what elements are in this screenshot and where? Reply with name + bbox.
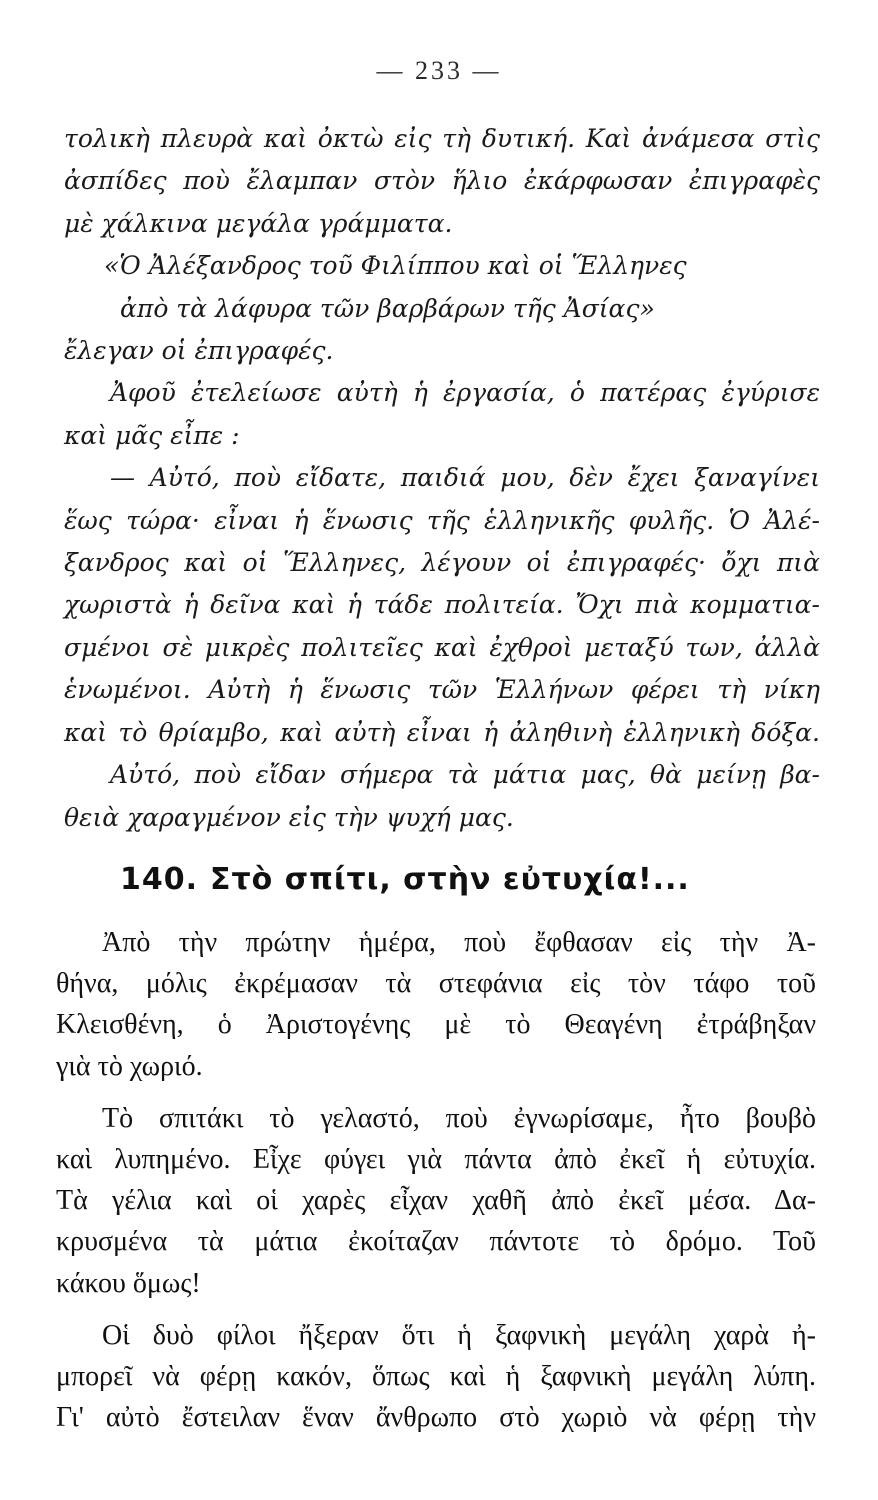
quote-line: ἀπὸ τὰ λάφυρα τῶν βαρβάρων τῆς Ἀσίας» xyxy=(120,293,655,323)
text-line: ἀσπίδες ποὺ ἔλαμπαν στὸν ἥλιο ἐκάρφωσαν ἐπιγραφὲς xyxy=(64,166,820,196)
italic-text-block xyxy=(64,118,820,839)
text-line: Ἀπὸ τὴν πρώτην ἡμέρα, ποὺ ἔφθασαν εἰς τὴν Ἀ- xyxy=(102,927,816,958)
text-line: Οἱ δυὸ φίλοι ἤξεραν ὅτι ἡ ξαφνικὴ μεγάλη χαρὰ ἠ- xyxy=(102,1319,816,1351)
text-line: καὶ λυπημένο. Εἶχε φύγει γιὰ πάντα ἀπὸ ἐκεῖ ἡ εὐτυχία. xyxy=(56,1144,816,1176)
section-number: 140. xyxy=(120,862,199,897)
section-heading xyxy=(120,858,820,902)
text-line: Κλεισθένη, ὁ Ἀριστογένης μὲ τὸ Θεαγένη ἐτράβηξαν xyxy=(56,1009,816,1041)
text-line: Γι' αὐτὸ ἔστειλαν ἕναν ἄνθρωπο στὸ χωριὸ νὰ φέρῃ τὴν xyxy=(56,1402,816,1434)
text-line: Τὰ γέλια καὶ οἱ χαρὲς εἶχαν χαθῆ ἀπὸ ἐκεῖ μέσα. Δα- xyxy=(56,1185,816,1217)
text-line: ἕως τώρα· εἶναι ἡ ἕνωσις τῆς ἑλληνικῆς φυλῆς. Ὁ Ἀλέ- xyxy=(64,505,820,535)
section-title: Στὸ σπίτι, στὴν εὐτυχία!... xyxy=(210,862,690,897)
text-line: ἑνωμένοι. Αὐτὴ ἡ ἕνωσις τῶν Ἑλλήνων φέρει τὴ νίκη xyxy=(64,675,820,705)
text-line: καὶ τὸ θρίαμβο, καὶ αὐτὴ εἶναι ἡ ἀληθινὴ ἑλληνικὴ δόξα. xyxy=(64,717,820,747)
text-line: χωριστὰ ἡ δεῖνα καὶ ἡ τάδε πολιτεία. Ὄχι πιὰ κομματια- xyxy=(64,590,820,620)
text-line: Αὐτό, ποὺ εἴδαν σήμερα τὰ μάτια μας, θὰ μείνῃ βα- xyxy=(110,760,820,790)
text-line: μὲ χάλκινα μεγάλα γράμματα. xyxy=(64,208,453,238)
text-line: κρυσμένα τὰ μάτια ἐκοίταζαν πάντοτε τὸ δρόμο. Τοῦ xyxy=(56,1226,816,1258)
text-line: ἔλεγαν οἱ ἐπιγραφές. xyxy=(64,336,334,366)
text-line: ξανδρος καὶ οἱ Ἕλληνες, λέγουν οἱ ἐπιγραφές· ὄχι πιὰ xyxy=(64,548,820,578)
text-line: κάκου ὅμως! xyxy=(56,1267,201,1299)
roman-text-block xyxy=(56,922,816,1438)
text-line: μπορεῖ νὰ φέρῃ κακόν, ὅπως καὶ ἡ ξαφνικὴ μεγάλη λύπη. xyxy=(56,1361,816,1393)
text-line: θήνα, μόλις ἐκρέμασαν τὰ στεφάνια εἰς τὸν τάφο τοῦ xyxy=(56,968,816,1000)
text-line: Ἀφοῦ ἐτελείωσε αὐτὴ ἡ ἐργασία, ὁ πατέρας ἐγύρισε xyxy=(110,378,820,408)
text-line: Τὸ σπιτάκι τὸ γελαστό, ποὺ ἐγνωρίσαμε, ἦτο βουβὸ xyxy=(102,1102,816,1134)
dialogue-line: — Αὐτό, ποὺ εἴδατε, παιδιά μου, δὲν ἔχει ξαναγίνει xyxy=(110,463,820,493)
page-number: — 233 — xyxy=(376,56,502,85)
text-line: θειὰ χαραγμένον εἰς τὴν ψυχή μας. xyxy=(64,802,514,832)
text-line: καὶ μᾶς εἶπε : xyxy=(64,420,240,450)
text-line: τολικὴ πλευρὰ καὶ ὀκτὼ εἰς τὴ δυτική. Καὶ ἀνάμεσα στὶς xyxy=(64,124,820,153)
text-line: σμένοι σὲ μικρὲς πολιτεῖες καὶ ἐχθροὶ μεταξύ των, ἀλλὰ xyxy=(64,632,820,662)
text-line: γιὰ τὸ χωριό. xyxy=(56,1050,203,1082)
quote-line: «Ὁ Ἀλέξανδρος τοῦ Φιλίππου καὶ οἱ Ἕλληνες xyxy=(104,251,687,281)
